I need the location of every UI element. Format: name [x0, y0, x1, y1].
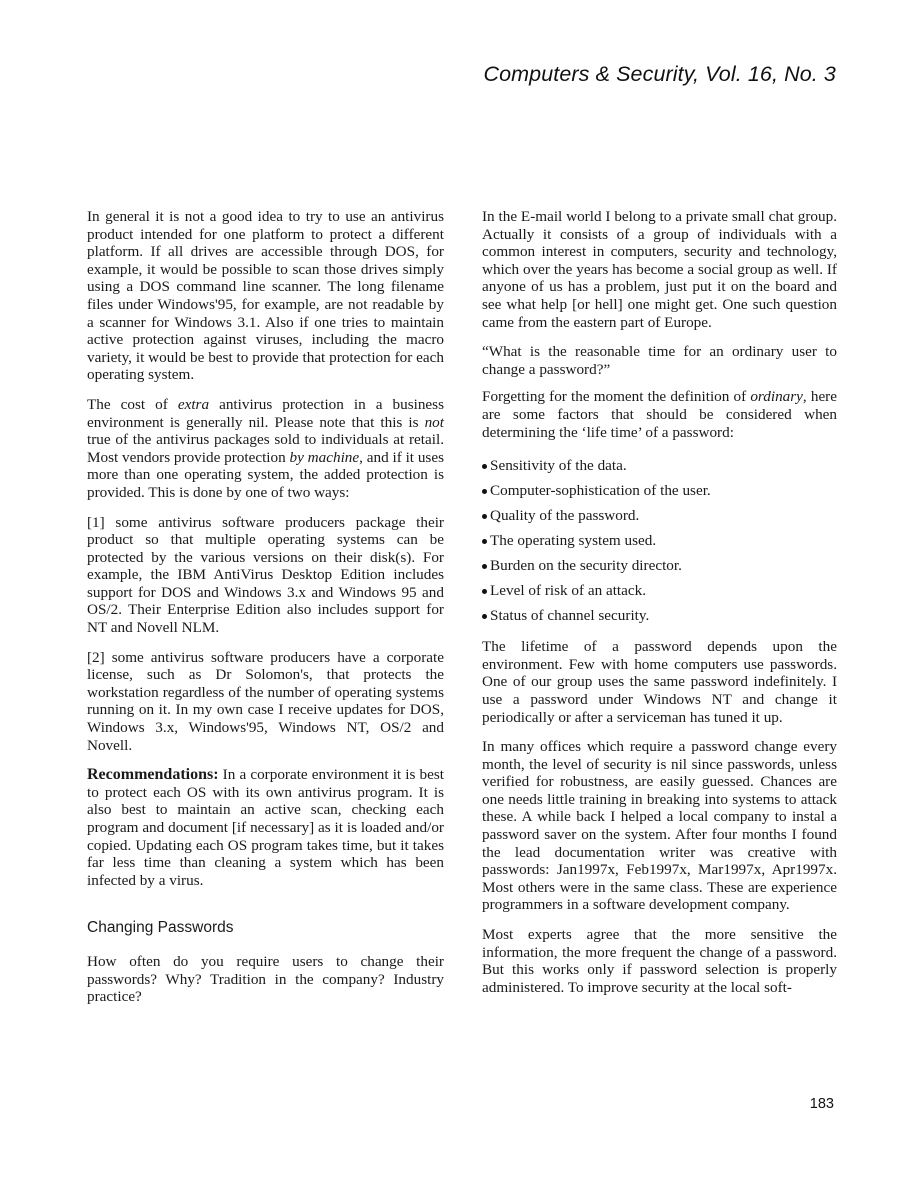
page-number: 183: [809, 1096, 834, 1112]
paragraph-experts: Most experts agree that the more sensitive the information, the more frequent the change of a password. But this works only if password selection is properly administered. To improve security at the local soft-: [482, 926, 837, 996]
list-item: [482, 532, 837, 549]
paragraph-platform-protection: In general it is not a good idea to try to use an antivirus product intended for one platform to protect a different platform. If all drives are accessible through DOS, for example, it would be possible to scan those drives simply using a DOS command line scanner. The long filename files under Windows'95, for example, are not readable by a scanner for Windows 3.1. Also if one tries to maintain active protection against viruses, including the macro variety, it would be best to provide that protection for each operating system.: [87, 208, 444, 384]
paragraph-password-lifetime: The lifetime of a password depends upon the environment. Few with home computers use passwords. One of our group uses the same password indefinitely. I use a password under Windows NT and change it periodically or after a serviceman has tuned it up.: [482, 638, 837, 726]
list-item-text: Sensitivity of the data.: [490, 457, 627, 475]
left-column: [87, 208, 444, 1018]
list-item-text: Status of channel security.: [490, 607, 650, 625]
list-item-text: Burden on the security director.: [490, 557, 682, 575]
emphasis-by-machine: by machine: [289, 448, 360, 466]
bullet-icon: [482, 564, 487, 569]
journal-header: Computers & Security, Vol. 16, No. 3: [483, 62, 836, 86]
right-column: [482, 208, 837, 1008]
list-item: [482, 507, 837, 524]
bullet-icon: [482, 489, 487, 494]
emphasis-not: not: [424, 413, 444, 431]
list-item: [482, 582, 837, 599]
list-item-text: Quality of the password.: [490, 507, 640, 525]
list-item: [482, 557, 837, 574]
paragraph-option-one: [1] some antivirus software producers package their product so that multiple operating systems can be protected by the various versions on their disk(s). For example, the IBM AntiVirus Desktop Edition includes support for DOS and Windows 3.x and Windows 95 and OS/2. Their Enterprise Edition also includes support for NT and Novell NLM.: [87, 513, 444, 637]
emphasis-extra: extra: [177, 395, 210, 413]
list-item-text: The operating system used.: [490, 532, 657, 550]
paragraph-password-question: How often do you require users to change their passwords? Why? Tradition in the company? Industry practice?: [87, 952, 444, 1006]
list-item-text: Computer-sophistication of the user.: [490, 482, 711, 500]
section-heading-changing-passwords: Changing Passwords: [87, 919, 234, 937]
recommendations-label: Recommendations:: [87, 766, 219, 784]
bullet-icon: [482, 514, 487, 519]
list-item-text: Level of risk of an attack.: [490, 582, 647, 600]
list-item: [482, 457, 837, 474]
emphasis-ordinary: ordinary: [750, 388, 803, 406]
bullet-icon: [482, 614, 487, 619]
text-run: , here are some factors that should be considered when determining the ‘life time’ of a password:: [482, 388, 837, 441]
list-item: [482, 482, 837, 499]
bullet-icon: [482, 589, 487, 594]
text-run: true of the antivirus packages sold to individuals at retail. Most vendors provide protection: [87, 431, 444, 466]
bullet-icon: [482, 464, 487, 469]
text-run: antivirus protection in a business environment is generally nil. Please note that this is: [87, 395, 444, 431]
paragraph-option-two: [2] some antivirus software producers have a corporate license, such as Dr Solomon's, that protects the workstation regardless of the number of operating systems running on it. In my own case I receive updates for DOS, Windows 3.x, Windows'95, Windows NT, OS/2 and Novell.: [87, 648, 444, 754]
factors-list: [482, 457, 837, 624]
text-run: , and if it uses more than one operating system, the added protection is provided. This is done by one of two ways:: [87, 448, 444, 501]
bullet-icon: [482, 539, 487, 544]
paragraph-chat-group: In the E-mail world I belong to a private small chat group. Actually it consists of a group of individuals with a common interest in computers, security and technology, which over the years has become a social group as well. If anyone of us has a problem, just put it on the board and see what help [or hell] one might get. One such question came from the eastern part of Europe.: [482, 208, 837, 331]
recommendations-text: In a corporate environment it is best to protect each OS with its own antivirus program. It is also best to maintain an active scan, checking each program and document [if necessary] as it is loaded and/or copied. Updating each OS program takes time, but it takes far less time than cleaning a system which has been infected by a virus.: [87, 766, 444, 889]
paragraph-quote: “What is the reasonable time for an ordinary user to change a password?”: [482, 343, 837, 378]
text-run: The cost of: [87, 395, 178, 413]
paragraph-recommendations: [87, 766, 444, 889]
list-item: [482, 607, 837, 624]
text-run: Forgetting for the moment the definition of: [482, 388, 751, 406]
paragraph-monthly-change: In many offices which require a password change every month, the level of security is nil since passwords, unless verified for robustness, are easily guessed. Chances are one needs little training in breaking into systems to attack these. A while back I helped a local company to instal a password saver on the system. After four months I found the lead documentation writer was creative with passwords: Jan1997x, Feb1997x, Mar1997x, Apr1997x. Most others were in the same class. These are experience programmers in a software development company.: [482, 738, 837, 914]
paragraph-extra-cost: [87, 396, 444, 502]
paragraph-factors-intro: [482, 388, 837, 441]
